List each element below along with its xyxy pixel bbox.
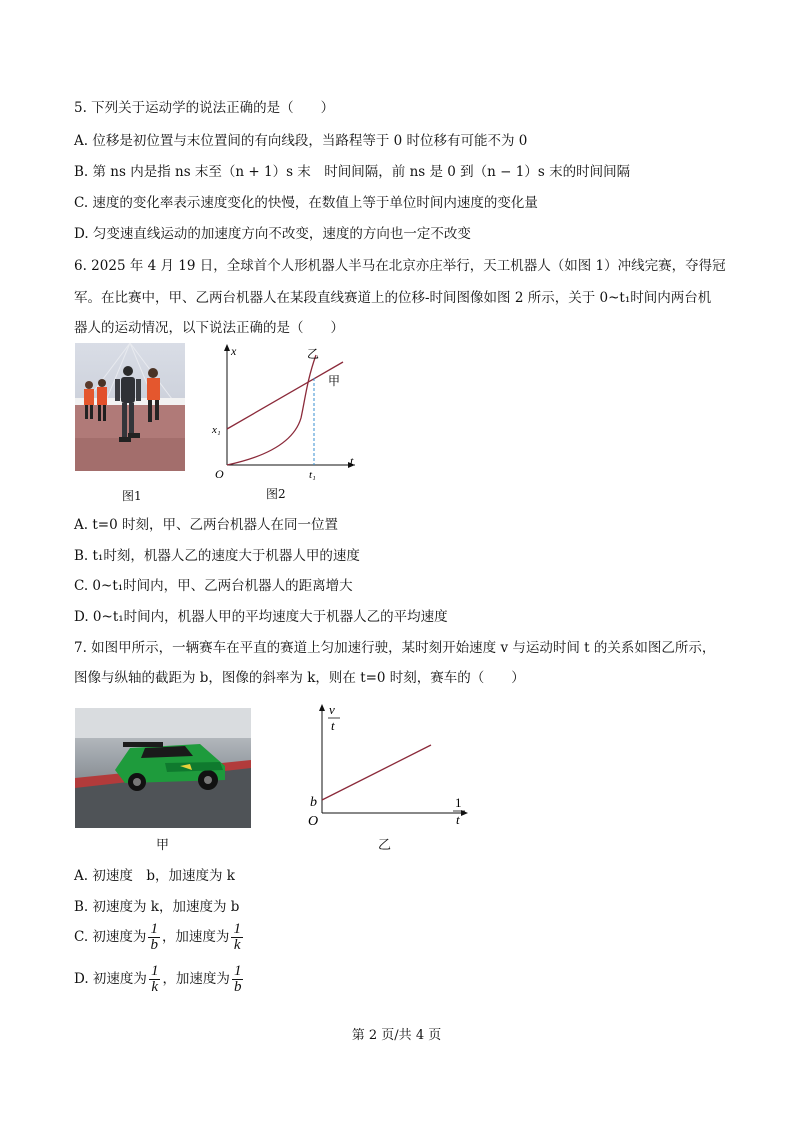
fraction	[231, 922, 243, 953]
q7-stem-line2: 图像与纵轴的截距为 b，图像的斜率为 k，则在 t=0 时刻，赛车的（ ）	[74, 670, 525, 686]
fraction-denominator: b	[150, 937, 158, 953]
race-car-photo	[75, 708, 251, 828]
x-axis-den: t	[456, 812, 460, 827]
fraction-denominator: k	[151, 979, 159, 995]
q7-option-d	[74, 964, 245, 995]
intercept-label: b	[310, 795, 317, 810]
q5-option-a: A. 位移是初位置与末位置间的有向线段，当路程等于 0 时位移有可能不为 0	[74, 133, 528, 149]
xt-graph	[205, 340, 365, 485]
q5-option-c: C. 速度的变化率表示速度变化的快慢，在数值上等于单位时间内速度的变化量	[74, 195, 538, 211]
q7-option-c	[74, 922, 245, 953]
q7-option-b: B. 初速度为 k，加速度为 b	[74, 899, 240, 915]
label-yi: 乙	[307, 347, 320, 361]
y-axis-den: t	[331, 718, 335, 733]
fraction-numerator: 1	[233, 921, 241, 937]
curve-yi	[227, 355, 316, 465]
y-axis-arrow	[319, 704, 325, 711]
q7-option-a: A. 初速度 b，加速度为 k	[74, 868, 235, 884]
y-axis-num: v	[329, 702, 335, 717]
q5-stem: 5. 下列关于运动学的说法正确的是（ ）	[74, 100, 335, 116]
fraction	[232, 964, 244, 995]
fig-jia-caption: 甲	[156, 838, 170, 853]
fraction-denominator: k	[233, 937, 241, 953]
q6-option-c: C. 0~t₁时间内，甲、乙两台机器人的距离增大	[74, 578, 353, 594]
page-footer: 第 2 页/共 4 页	[351, 1028, 442, 1043]
robot-marathon-photo	[75, 343, 185, 471]
fig2-caption: 图2	[266, 487, 286, 501]
fraction	[149, 964, 161, 995]
line-jia	[227, 362, 343, 429]
q6-option-a: A. t=0 时刻，甲、乙两台机器人在同一位置	[74, 517, 338, 533]
fraction-numerator: 1	[150, 963, 159, 979]
q5-option-d: D. 匀变速直线运动的加速度方向不改变，速度的方向也一定不改变	[74, 226, 471, 242]
fig-yi-caption: 乙	[378, 838, 392, 853]
y-axis-label: x	[231, 344, 237, 358]
x1-label: x₁	[212, 424, 221, 436]
x-axis-label: t	[350, 454, 354, 468]
fig1-caption: 图1	[122, 489, 142, 503]
option-d-prefix: D. 初速度为	[74, 971, 147, 987]
q7-stem-line1: 7. 如图甲所示，一辆赛车在平直的赛道上匀加速行驶，某时刻开始速度 v 与运动时间 t 的关系如图乙所示，	[74, 640, 716, 656]
q6-option-d: D. 0~t₁时间内，机器人甲的平均速度大于机器人乙的平均速度	[74, 609, 448, 625]
fraction-denominator: b	[233, 979, 242, 995]
q6-stem-line3: 器人的运动情况，以下说法正确的是（ ）	[74, 320, 344, 336]
origin-label: O	[308, 814, 319, 829]
fraction	[148, 922, 160, 953]
option-d-mid: ，加速度为	[162, 971, 230, 987]
q6-option-b: B. t₁时刻，机器人乙的速度大于机器人甲的速度	[74, 548, 360, 564]
y-axis-arrow	[224, 344, 230, 351]
fraction-numerator: 1	[233, 963, 242, 979]
fraction-numerator: 1	[150, 921, 158, 937]
vt-graph	[300, 700, 475, 830]
q6-stem-line1: 6. 2025 年 4 月 19 日，全球首个人形机器人半马在北京亦庄举行，天工机器人（如图 1）冲线完赛，夺得冠	[74, 258, 726, 274]
option-c-prefix: C. 初速度为	[74, 929, 147, 945]
x-axis-num: 1	[455, 795, 462, 810]
label-jia: 甲	[328, 374, 341, 388]
q5-option-b: B. 第 ns 内是指 ns 末至（n + 1）s 末 时间间隔，前 ns 是 0 到（n − 1）s 末的时间间隔	[74, 164, 631, 180]
q6-stem-line2: 军。在比赛中，甲、乙两台机器人在某段直线赛道上的位移-时间图像如图 2 所示，关于 0~t₁时间内两台机	[74, 290, 712, 306]
graph-line	[322, 745, 431, 800]
option-c-mid: ，加速度为	[161, 929, 230, 945]
t1-label: t₁	[309, 469, 316, 481]
origin-label: O	[215, 467, 224, 481]
